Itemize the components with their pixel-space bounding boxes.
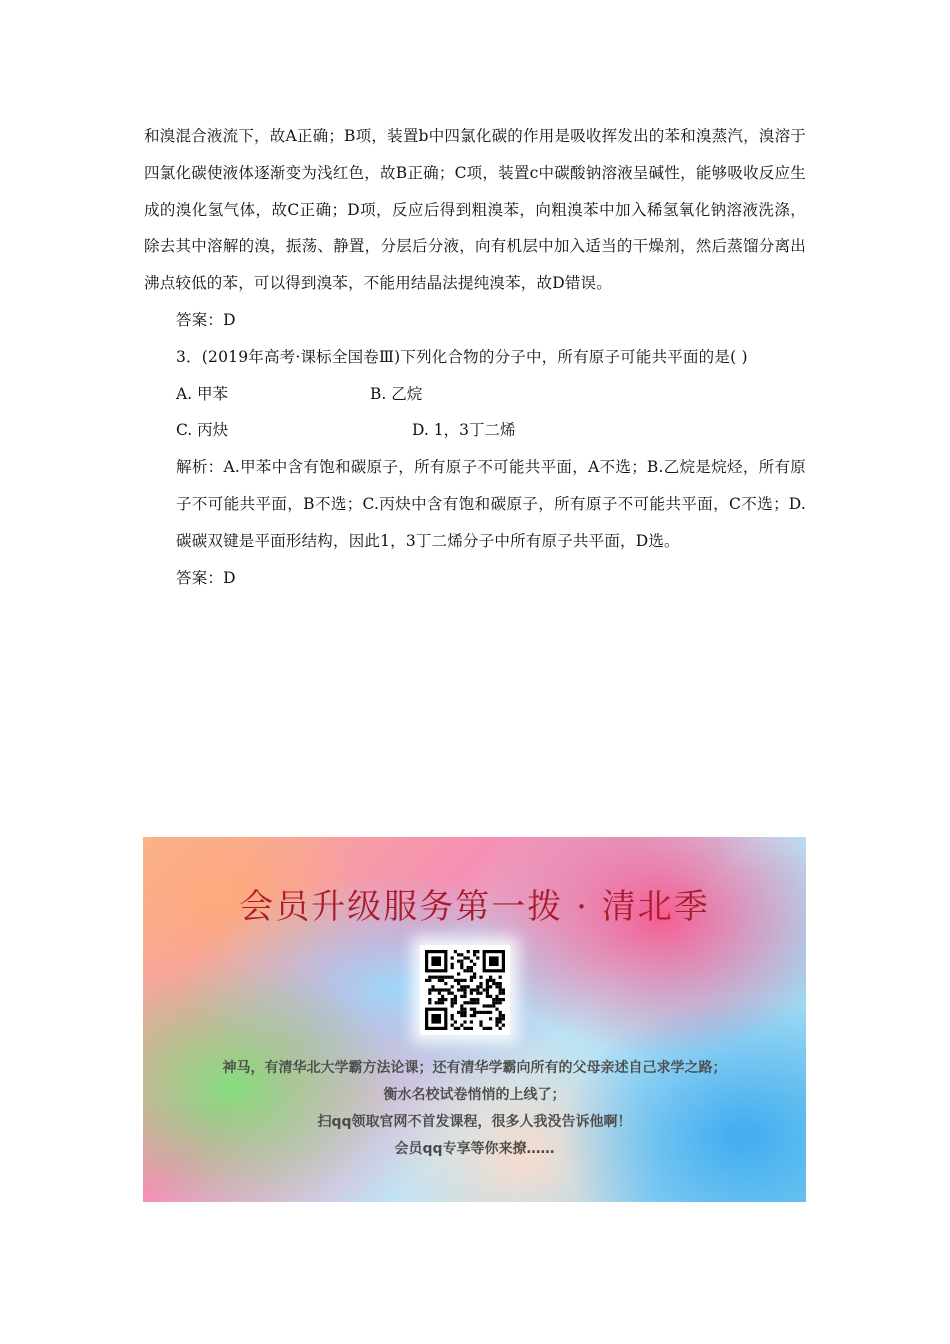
banner-line: 扫qq领取官网不首发课程，很多人我没告诉他啊！: [317, 1114, 632, 1130]
option-c: C. 丙炔: [176, 421, 229, 440]
promo-banner: [143, 837, 806, 1202]
question-3-analysis: 解析：A.甲苯中含有饱和碳原子，所有原子不可能共平面，A不选；B.乙烷是烷烃，所有原子不可能共平面，B不选；C.丙炔中含有饱和碳原子，所有原子不可能共平面，C不选；D.碳碳双键是平面形结构，因此1，3丁二烯分子中所有原子共平面，D选。: [176, 458, 806, 550]
document-body: [144, 118, 806, 596]
banner-line: 神马，有清华北大学霸方法论课；还有清华学霸向所有的父母亲述自己求学之路；: [222, 1060, 727, 1076]
banner-text-block: [143, 1055, 806, 1163]
option-a: A. 甲苯: [176, 384, 229, 403]
banner-line: 会员qq专享等你来撩……: [394, 1141, 555, 1157]
answer-q3: 答案：D: [176, 568, 236, 587]
banner-title: 会员升级服务第一拨 · 清北季: [239, 887, 710, 927]
options-row-2: [144, 412, 806, 449]
banner-line: 衡水名校试卷悄悄的上线了；: [383, 1087, 566, 1103]
option-d: D. 1，3丁二烯: [412, 421, 516, 440]
option-b: B. 乙烷: [370, 384, 423, 403]
answer-q2: 答案：D: [176, 310, 236, 329]
question-3-stem: 3．(2019年高考·课标全国卷Ⅲ)下列化合物的分子中，所有原子可能共平面的是( ): [176, 347, 748, 366]
options-row-1: [144, 376, 806, 413]
qr-code-icon[interactable]: [420, 945, 510, 1035]
continued-analysis-paragraph: 和溴混合液流下，故A正确；B项，装置b中四氯化碳的作用是吸收挥发出的苯和溴蒸汽，溴溶于四氯化碳使液体逐渐变为浅红色，故B正确；C项，装置c中碳酸钠溶液呈碱性，能够吸收反应生成的溴化氢气体，故C正确；D项，反应后得到粗溴苯，向粗溴苯中加入稀氢氧化钠溶液洗涤，除去其中溶解的溴，振荡、静置，分层后分液，向有机层中加入适当的干燥剂，然后蒸馏分离出沸点较低的苯，可以得到溴苯，不能用结晶法提纯溴苯，故D错误。: [144, 127, 806, 293]
qr-code-graphic: [420, 945, 510, 1035]
